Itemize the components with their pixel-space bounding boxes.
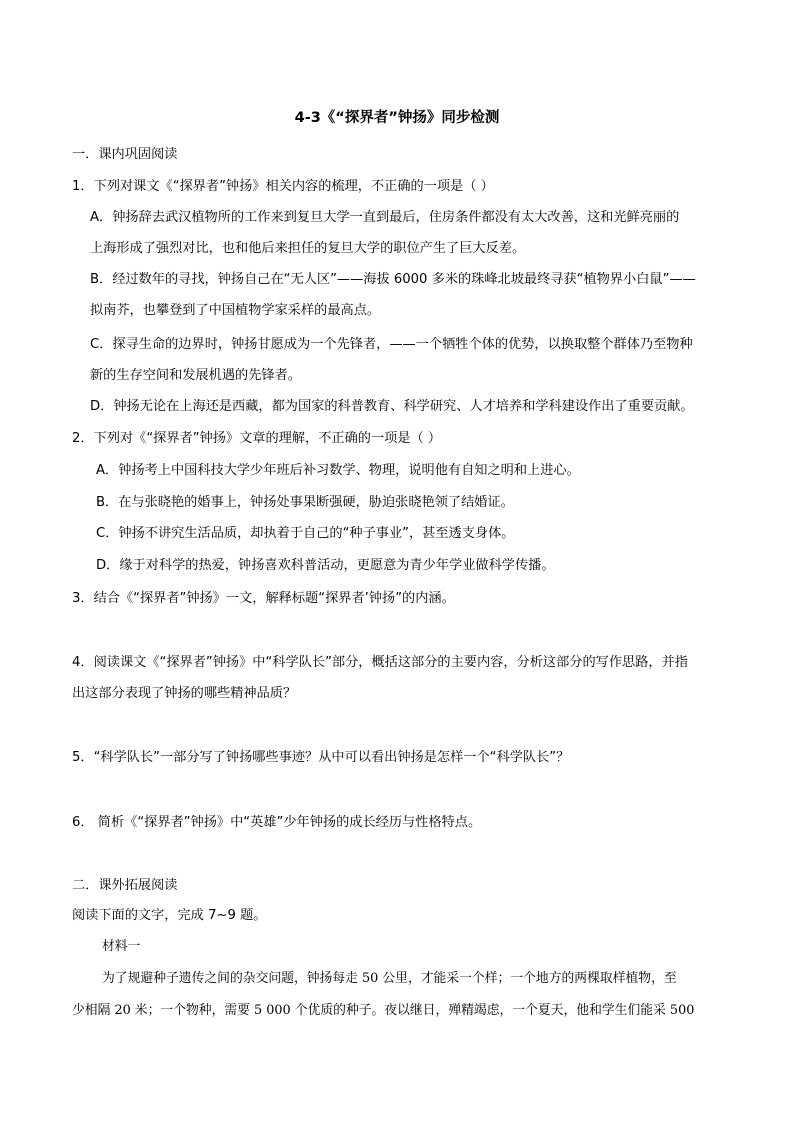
document-title: 4-3《“探界者”钟扬》同步检测 [294, 110, 500, 126]
question-1-option-c-cont: 新的生存空间和发展机遇的先锋者。 [90, 368, 301, 383]
question-1-option-a-cont: 上海形成了强烈对比，也和他后来担任的复旦大学的职位产生了巨大反差。 [90, 241, 526, 256]
question-2-stem: 2．下列对《“探界者”钟扬》文章的理解，不正确的一项是（ ） [72, 431, 442, 446]
question-2-option-b: B．在与张晓艳的婚事上，钟扬处事果断强硬，胁迫张晓艳领了结婚证。 [96, 495, 514, 510]
reading-instructions: 阅读下面的文字，完成 7~9 题。 [72, 908, 267, 923]
material-paragraph: 为了规避种子遗传之间的杂交问题，钟扬每走 50 公里，才能采一个样；一个地方的两棵取样植物，至 [102, 971, 677, 986]
question-1-option-c: C．探寻生命的边界时，钟扬甘愿成为一个先锋者，——一个牺牲个体的优势，以换取整个群体乃至物种 [90, 337, 693, 352]
section-heading: 一．课内巩固阅读 [72, 147, 178, 162]
material-title: 材料一 [102, 939, 141, 954]
question-1-option-a: A．钟扬辞去武汉植物所的工作来到复旦大学一直到最后，住房条件都没有太大改善，这和光鲜亮丽的 [90, 210, 680, 225]
question-5: 5．“科学队长”一部分写了钟扬哪些事迹？从中可以看出钟扬是怎样一个“科学队长”？ [72, 750, 570, 765]
question-2-option-d: D．缘于对科学的热爱，钟扬喜欢科普活动，更愿意为青少年学业做科学传播。 [96, 558, 555, 573]
question-3: 3．结合《“探界者”钟扬》一文，解释标题“探界者’钟扬”的内涵。 [72, 591, 455, 606]
question-2-option-a: A．钟扬考上中国科技大学少年班后补习数学、物理，说明他有自知之明和上进心。 [96, 463, 580, 478]
section-heading: 二．课外拓展阅读 [72, 878, 178, 893]
question-1-stem: 1．下列对课文《“探界者”钟扬》相关内容的梳理，不正确的一项是（ ） [72, 179, 494, 194]
question-4-cont: 出这部分表现了钟扬的哪些精神品质？ [72, 686, 297, 701]
question-2-option-c: C．钟扬不讲究生活品质，却执着于自己的“种子事业”，甚至透支身体。 [96, 526, 515, 541]
question-1-option-b: B．经过数年的寻找，钟扬自己在“无人区”——海拔 6000 多米的珠峰北坡最终寻获“植物界小白鼠”—— [90, 272, 696, 287]
question-1-option-b-cont: 拟南芥，也攀登到了中国植物学家采样的最高点。 [90, 303, 381, 318]
question-1-option-d: D．钟扬无论在上海还是西藏，都为国家的科普教育、科学研究、人才培养和学科建设作出了重要贡献。 [90, 399, 694, 414]
question-6: 6． 简析《“探界者”钟扬》中“英雄”少年钟扬的成长经历与性格特点。 [72, 815, 482, 830]
question-4: 4．阅读课文《“探界者”钟扬》中“科学队长”部分，概括这部分的主要内容，分析这部分的写作思路，并指 [72, 655, 688, 670]
material-paragraph-cont: 少相隔 20 米；一个物种，需要 5 000 个优质的种子。夜以继日，殚精竭虑，一个夏天，他和学生们能采 500 [72, 1003, 695, 1018]
